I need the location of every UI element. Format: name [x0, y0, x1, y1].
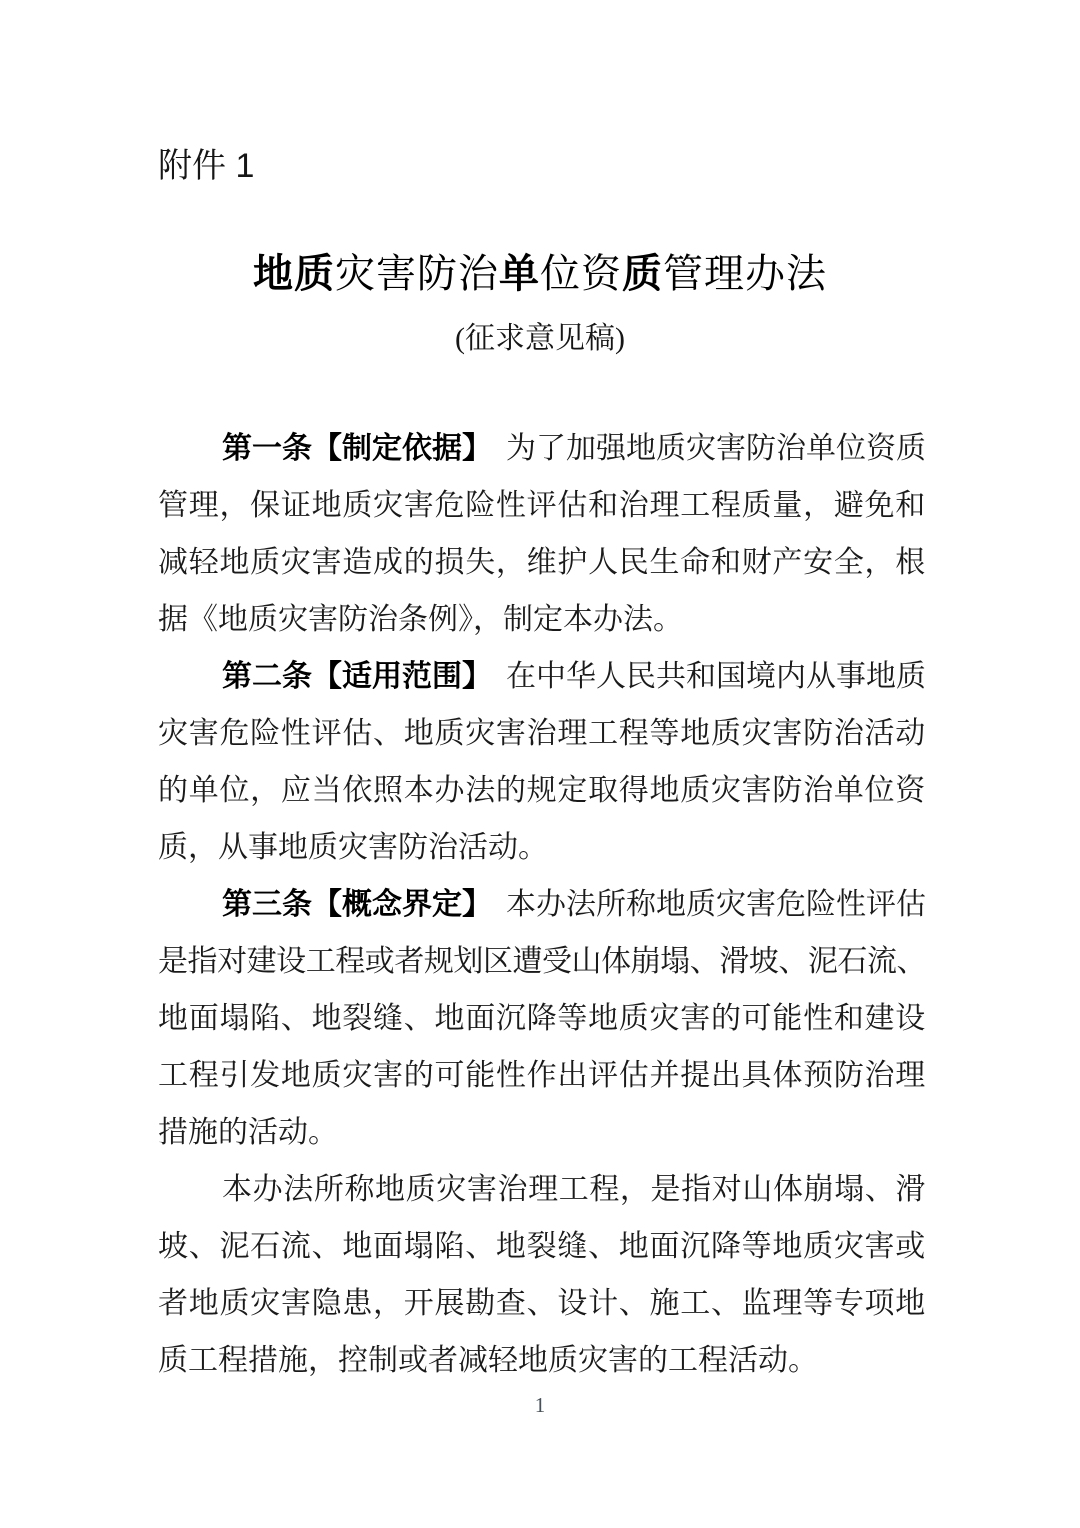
- article-heading: 第一条【制定依据】: [222, 432, 492, 465]
- title-segment: 质: [622, 251, 663, 296]
- title-segment: 位资: [540, 251, 622, 296]
- attachment-label: 附件 1: [158, 147, 255, 185]
- article-heading: 第三条【概念界定】: [222, 888, 492, 921]
- text-line: 管理，保证地质灾害危险性评估和治理工程质量，避免和: [158, 489, 926, 522]
- text-line: 坡、泥石流、地面塌陷、地裂缝、地面沉降等地质灾害或: [158, 1230, 926, 1263]
- text-line: 者地质灾害隐患，开展勘查、设计、施工、监理等专项地: [158, 1287, 926, 1320]
- text-line: 灾害危险性评估、地质灾害治理工程等地质灾害防治活动: [158, 717, 926, 750]
- text-line: 第二条【适用范围】 在中华人民共和国境内从事地质: [222, 660, 926, 693]
- text-line: 质，从事地质灾害防治活动。: [158, 831, 548, 864]
- text-line: 的单位，应当依照本办法的规定取得地质灾害防治单位资: [158, 774, 926, 807]
- text-line: 工程引发地质灾害的可能性作出评估并提出具体预防治理: [158, 1059, 926, 1092]
- title-segment: 管理办法: [663, 251, 827, 296]
- document-title: [0, 246, 1080, 302]
- text-line: 减轻地质灾害造成的损失，维护人民生命和财产安全，根: [158, 546, 926, 579]
- title-segment: 单: [499, 251, 540, 296]
- text-line: 质工程措施，控制或者减轻地质灾害的工程活动。: [158, 1344, 818, 1377]
- text-line: 第三条【概念界定】 本办法所称地质灾害危险性评估: [222, 888, 926, 921]
- text-line: 第一条【制定依据】 为了加强地质灾害防治单位资质: [222, 432, 926, 465]
- text-line: 地面塌陷、地裂缝、地面沉降等地质灾害的可能性和建设: [158, 1002, 926, 1035]
- title-segment: 灾害防治: [335, 251, 499, 296]
- document-body: [158, 420, 926, 1389]
- document-subtitle: (征求意见稿): [455, 322, 625, 355]
- title-segment: 地质: [253, 251, 335, 296]
- text-line: 措施的活动。: [158, 1116, 338, 1149]
- text-line: 本办法所称地质灾害治理工程，是指对山体崩塌、滑: [222, 1173, 927, 1206]
- page-number: 1: [534, 1393, 546, 1417]
- text-line: 据《地质灾害防治条例》，制定本办法。: [158, 603, 683, 636]
- text-line: 是指对建设工程或者规划区遭受山体崩塌、滑坡、泥石流、: [158, 945, 927, 978]
- article-heading: 第二条【适用范围】: [222, 660, 492, 693]
